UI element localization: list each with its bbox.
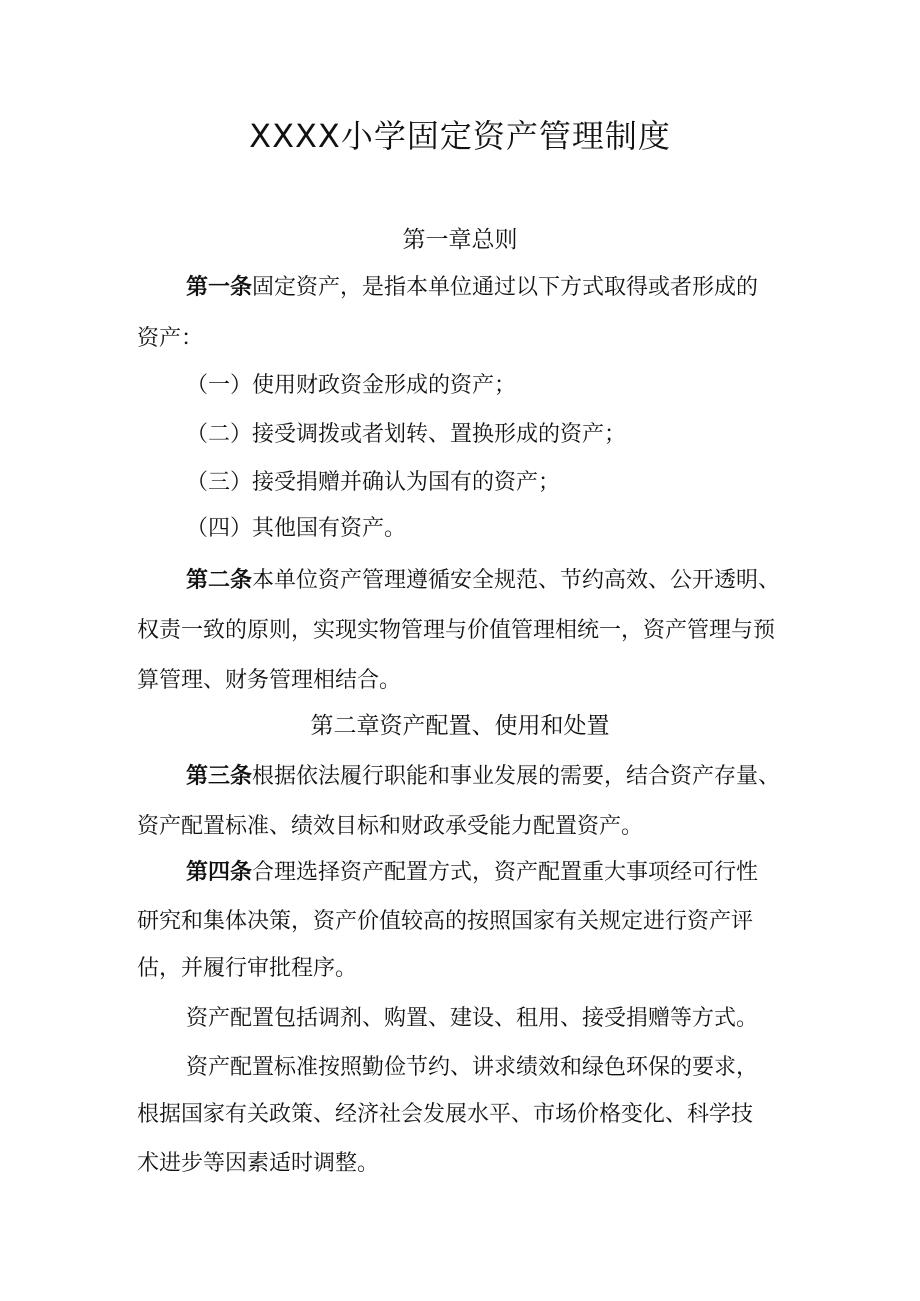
article-paragraph [186, 856, 758, 890]
paragraph-line: 根据国家有关政策、经济社会发展水平、市场价格变化、科学技 [137, 1102, 754, 1127]
list-item: （一）使用财政资金形成的资产； [186, 373, 517, 398]
article-paragraph [186, 760, 780, 794]
paragraph-line: 术进步等因素适时调整。 [137, 1151, 380, 1176]
article-number: 第一条 [186, 275, 253, 300]
list-item: （三）接受捐赠并确认为国有的资产； [186, 470, 561, 495]
paragraph-line: 资产配置包括调剂、购置、建设、租用、接受捐赠等方式。 [186, 1006, 759, 1031]
paragraph-line: 研究和集体决策，资产价值较高的按照国家有关规定进行资产评 [137, 909, 754, 934]
article-paragraph [186, 271, 758, 305]
article-text: 固定资产，是指本单位通过以下方式取得或者形成的 [252, 275, 759, 300]
paragraph-line: 资产配置标准、绩效目标和财政承受能力配置资产。 [137, 814, 644, 839]
paragraph-line: 权责一致的原则，实现实物管理与价值管理相统一，资产管理与预 [137, 618, 776, 643]
article-paragraph [186, 564, 780, 598]
article-text: 本单位资产管理遵循安全规范、节约高效、公开透明、 [252, 568, 781, 593]
paragraph-line: 资产： [137, 326, 204, 351]
article-number: 第二条 [186, 568, 253, 593]
article-text: 合理选择资产配置方式，资产配置重大事项经可行性 [252, 860, 759, 885]
chapter-heading: 第二章资产配置、使用和处置 [310, 713, 610, 739]
chapter-heading: 第一章总则 [402, 227, 518, 253]
document-title: XXXX小学固定资产管理制度 [249, 117, 671, 155]
paragraph-line: 算管理、财务管理相结合。 [137, 668, 402, 693]
article-number: 第三条 [186, 764, 253, 789]
list-item: （四）其他国有资产。 [186, 516, 407, 541]
paragraph-line: 资产配置标准按照勤俭节约、讲求绩效和绿色环保的要求， [186, 1055, 759, 1080]
article-text: 根据依法履行职能和事业发展的需要，结合资产存量、 [252, 764, 781, 789]
list-item: （二）接受调拨或者划转、置换形成的资产； [186, 422, 627, 447]
article-number: 第四条 [186, 860, 253, 885]
paragraph-line: 估，并履行审批程序。 [137, 956, 358, 981]
